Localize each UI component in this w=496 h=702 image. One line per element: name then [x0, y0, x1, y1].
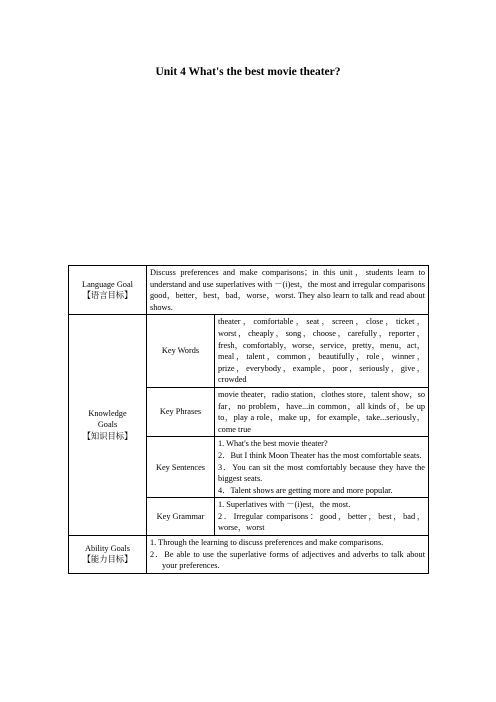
key-sentence-line: 4．Talent shows are getting more and more popular. [218, 485, 393, 495]
goals-table [68, 265, 429, 574]
ability-goals-label-en: Ability Goals [85, 543, 130, 553]
key-grammar-content [215, 498, 429, 536]
document-title: Unit 4 What's the best movie theater? [155, 66, 341, 78]
key-words-content: theater，comfortable，seat，screen，close，ticket，worst，cheaply，song，choose，carefully，reporter，fresh，comfortably，worse，service，pretty，menu，act，meal，talent，common，beautifully，role，winner，prize，everybody，example，poor，seriously，give，crowded [215, 315, 429, 388]
key-words-row [69, 315, 429, 388]
key-phrases-content: movie theater，radio station，clothes store，talent show，so far，no problem，have...in common，all kinds of，be up to，play a role，make up，for example，take...seriously，come true [215, 387, 429, 436]
ability-goals-content [147, 536, 429, 574]
language-goal-label-cn: 【语言目标】 [82, 291, 133, 301]
ability-goal-line: 1. Through the learning to discuss preferences and make comparisons. [150, 538, 384, 548]
ability-goals-label-cn: 【能力目标】 [82, 555, 133, 565]
key-grammar-line: 1. Superlatives with －(i)est，the most. [218, 500, 351, 510]
ability-goal-line: 2．Be able to use the superlative forms of adjectives and adverbs to talk about your preferences. [150, 549, 425, 571]
key-phrases-label: Key Phrases [147, 387, 215, 436]
knowledge-goals-label [69, 315, 147, 536]
key-sentences-label: Key Sentences [147, 437, 215, 498]
language-goal-label-en: Language Goal [82, 279, 133, 289]
key-grammar-label: Key Grammar [147, 498, 215, 536]
key-grammar-line: 2．Irregular comparisons：good，better，best，bad，worse，worst [218, 511, 425, 533]
key-sentences-content [215, 437, 429, 498]
key-words-label: Key Words [147, 315, 215, 388]
language-goal-row [69, 266, 429, 315]
key-sentence-line: 1. What's the best movie theater? [218, 439, 328, 449]
knowledge-goals-label-cn: 【知识目标】 [82, 432, 133, 442]
language-goal-content: Discuss preferences and make comparisons；in this unit，students learn to understand and use superlatives with －(i)est，the most and irregular comparisons good，better，best，bad，worse，worst. They also learn to talk and read about shows. [147, 266, 429, 315]
knowledge-goals-label-en-1: Knowledge [88, 408, 127, 418]
key-sentence-line: 2．But I think Moon Theater has the most comfortable seats. [218, 450, 422, 460]
key-sentence-line: 3．You can sit the most comfortably because they have the biggest seats. [218, 462, 425, 484]
knowledge-goals-label-en-2: Goals [97, 420, 118, 430]
ability-goals-label [69, 536, 147, 574]
language-goal-label [69, 266, 147, 315]
ability-goals-row [69, 536, 429, 574]
